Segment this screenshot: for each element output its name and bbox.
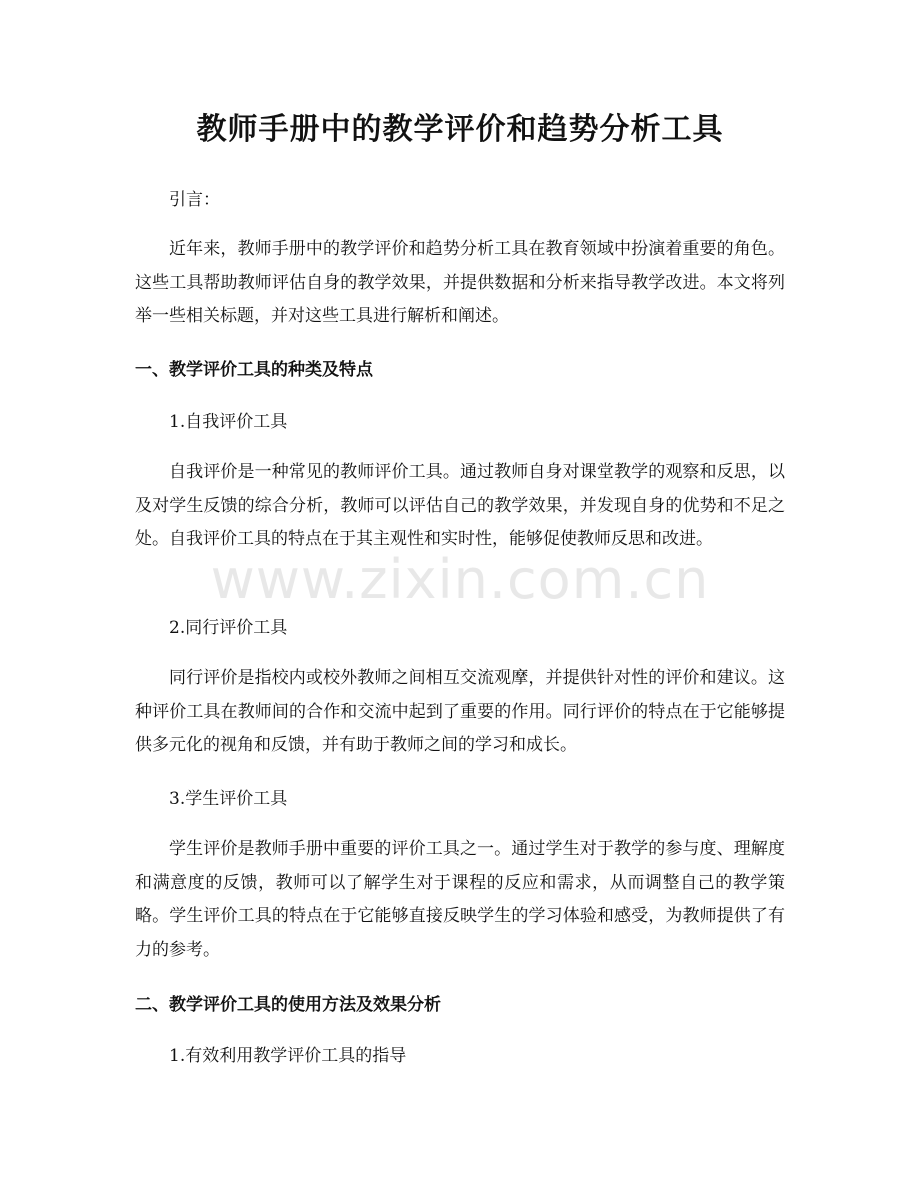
section1-item1-label: 1.自我评价工具 bbox=[169, 412, 288, 432]
section1-item1-text: 自我评价是一种常见的教师评价工具。通过教师自身对课堂教学的观察和反思，以及对学生反馈的综合分析，教师可以评估自己的教学效果，并发现自身的优势和不足之处。自我评价工具的特点在于其主观性和实时性，能够促使教师反思和改进。 bbox=[135, 462, 785, 549]
document-title: 教师手册中的教学评价和趋势分析工具 bbox=[196, 112, 724, 147]
section1-item3-label: 3.学生评价工具 bbox=[169, 789, 288, 809]
section2-heading: 二、教学评价工具的使用方法及效果分析 bbox=[135, 995, 441, 1015]
watermark-text: www.zixin.com.cn bbox=[210, 548, 710, 611]
section1-item2-text: 同行评价是指校内或校外教师之间相互交流观摩，并提供针对性的评价和建议。这种评价工具在教师间的合作和交流中起到了重要的作用。同行评价的特点在于它能够提供多元化的视角和反馈，并有助于教师之间的学习和成长。 bbox=[135, 668, 785, 755]
intro-label: 引言： bbox=[169, 190, 220, 210]
section1-heading: 一、教学评价工具的种类及特点 bbox=[135, 360, 373, 380]
intro-paragraph: 近年来，教师手册中的教学评价和趋势分析工具在教育领域中扮演着重要的角色。这些工具帮助教师评估自身的教学效果，并提供数据和分析来指导教学改进。本文将列举一些相关标题，并对这些工具进行解析和阐述。 bbox=[135, 239, 785, 326]
section1-item3-text: 学生评价是教师手册中重要的评价工具之一。通过学生对于教学的参与度、理解度和满意度的反馈，教师可以了解学生对于课程的反应和需求，从而调整自己的教学策略。学生评价工具的特点在于它能够直接反映学生的学习体验和感受，为教师提供了有力的参考。 bbox=[135, 839, 785, 960]
section2-item1-label: 1.有效利用教学评价工具的指导 bbox=[169, 1046, 407, 1066]
section1-item2-label: 2.同行评价工具 bbox=[169, 618, 288, 638]
